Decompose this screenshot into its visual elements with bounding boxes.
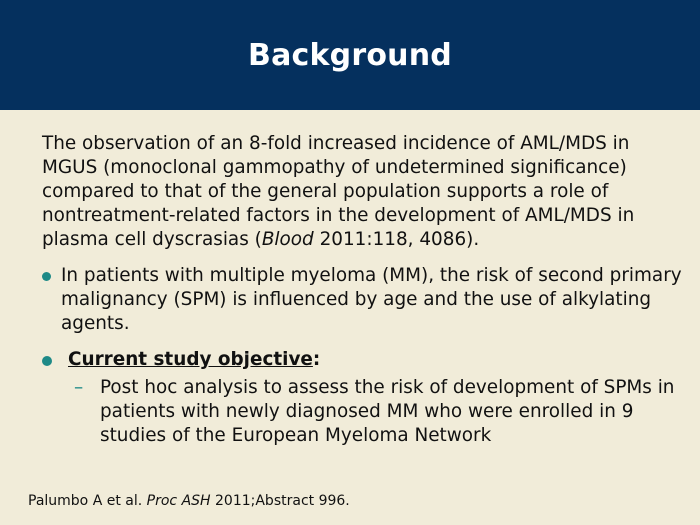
citation bbox=[28, 493, 350, 509]
intro-journal: Blood bbox=[261, 229, 314, 250]
bullet-dot-icon bbox=[42, 356, 52, 366]
bullet-dot-icon bbox=[42, 272, 51, 281]
intro-text-end: 2011:118, 4086). bbox=[313, 229, 480, 250]
sub-item-analysis bbox=[74, 376, 682, 448]
bullet-mm-risk bbox=[42, 264, 682, 336]
citation-authors: Palumbo A et al. bbox=[28, 493, 143, 509]
slide-title: Background bbox=[248, 37, 452, 73]
slide-header bbox=[0, 0, 700, 110]
objective-colon: : bbox=[312, 349, 321, 370]
bullet-text: In patients with multiple myeloma (MM), the risk of second primary malignancy (SPM) is influenced by age and the use of alkylating agents. bbox=[61, 265, 682, 334]
objective-label: Current study objective bbox=[68, 349, 313, 370]
citation-rest: 2011;Abstract 996. bbox=[210, 493, 350, 509]
sub-item-text: Post hoc analysis to assess the risk of development of SPMs in patients with newly diagnosed MM who were enrolled in 9 studies of the European Myeloma Network bbox=[100, 377, 675, 446]
intro-paragraph bbox=[42, 132, 682, 252]
bullet-objective bbox=[42, 348, 682, 372]
objective-heading bbox=[68, 348, 682, 372]
citation-journal: Proc ASH bbox=[146, 493, 211, 509]
dash-icon: – bbox=[74, 377, 84, 398]
intro-text: The observation of an 8-fold increased incidence of AML/MDS in MGUS (monoclonal gammopathy of undetermined significance) compared to that of the general population supports a role of nontreatment-related factors in the development of AML/MDS in plasma cell dyscrasias ( bbox=[42, 133, 635, 250]
slide-body bbox=[42, 132, 682, 448]
